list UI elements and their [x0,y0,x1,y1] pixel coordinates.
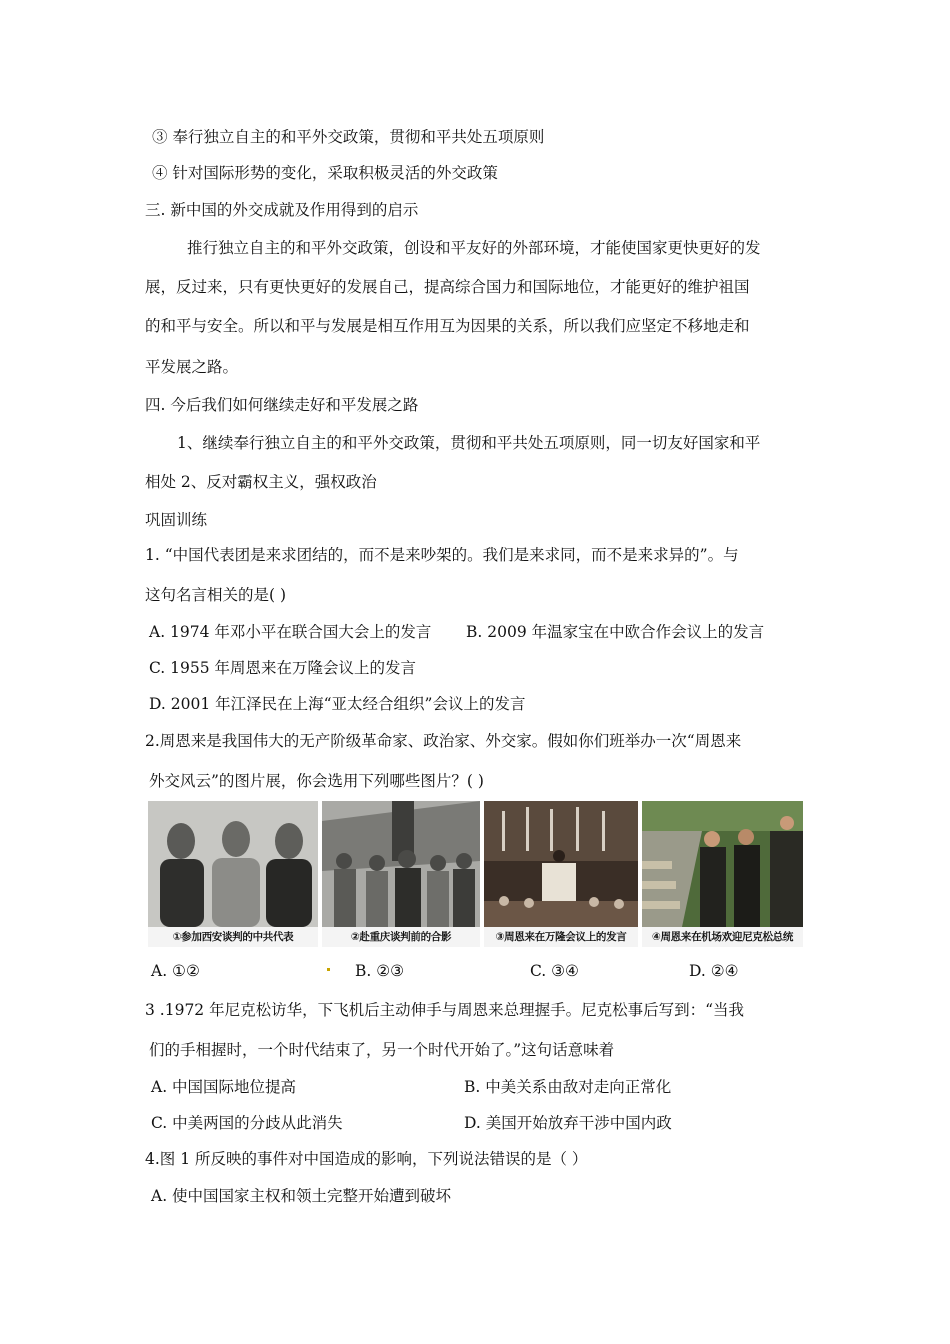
question-3-stem: 3 .1972 年尼克松访华，下飞机后主动伸手与周恩来总理握手。尼克松事后写到：“当我 [145,1001,745,1019]
photo-caption: ③周恩来在万隆会议上的发言 [484,927,638,947]
photo-caption: ①参加西安谈判的中共代表 [148,927,318,947]
list-item-3: ③ 奉行独立自主的和平外交政策，贯彻和平共处五项原则 [152,128,545,146]
photo-bandung-speech-image [484,801,638,927]
paragraph-line: 推行独立自主的和平外交政策，创设和平友好的外部环境，才能使国家更快更好的发 [187,239,761,257]
photo-2 [322,801,480,947]
question-2-option-d: D. ②④ [689,962,739,980]
photo-caption: ④周恩来在机场欢迎尼克松总统 [642,927,803,947]
section-4-heading: 四. 今后我们如何继续走好和平发展之路 [145,396,419,414]
photo-caption: ②赴重庆谈判前的合影 [322,927,480,947]
question-1-option-d: D. 2001 年江泽民在上海“亚太经合组织”会议上的发言 [149,695,526,713]
question-1-option-c: C. 1955 年周恩来在万隆会议上的发言 [149,659,417,677]
photo-strip [148,801,803,947]
photo-xian-delegates-image [148,801,318,927]
paragraph-line: 展，反过来，只有更快更好的发展自己，提高综合国力和国际地位，才能更好的维护祖国 [145,278,750,296]
question-2-stem: 2.周恩来是我国伟大的无产阶级革命家、政治家、外交家。假如你们班举办一次“周恩来 [145,732,742,750]
decorative-dot [327,968,330,971]
question-1-stem: 这句名言相关的是( ) [145,586,287,604]
question-3-option-b: B. 中美关系由敌对走向正常化 [464,1078,672,1096]
question-2-option-c: C. ③④ [530,962,579,980]
question-3-option-d: D. 美国开始放弃干涉中国内政 [464,1114,672,1132]
question-2-option-a: A. ①② [151,962,200,980]
question-1-option-a: A. 1974 年邓小平在联合国大会上的发言 [149,623,432,641]
list-item-4: ④ 针对国际形势的变化，采取积极灵活的外交政策 [152,164,498,182]
photo-nixon-handshake-image [642,801,803,927]
question-1-stem: 1. “中国代表团是来求团结的，而不是来吵架的。我们是来求同，而不是来求异的”。与 [145,546,739,564]
photo-1 [148,801,318,947]
question-2-option-b: B. ②③ [355,962,405,980]
practice-heading: 巩固训练 [145,511,208,529]
photo-chongqing-group-image [322,801,480,927]
photo-4 [642,801,803,947]
question-1-option-b: B. 2009 年温家宝在中欧合作会议上的发言 [466,623,765,641]
paragraph-line: 1、继续奉行独立自主的和平外交政策，贯彻和平共处五项原则，同一切友好国家和平 [177,434,761,452]
question-3-option-c: C. 中美两国的分歧从此消失 [151,1114,343,1132]
paragraph-line: 平发展之路。 [145,358,239,376]
question-4-stem: 4.图 1 所反映的事件对中国造成的影响，下列说法错误的是（ ） [145,1150,588,1168]
paragraph-line: 相处 2、反对霸权主义，强权政治 [145,473,377,491]
question-4-option-a: A. 使中国国家主权和领土完整开始遭到破坏 [151,1187,452,1205]
section-3-heading: 三. 新中国的外交成就及作用得到的启示 [145,201,419,219]
question-2-stem: 外交风云”的图片展，你会选用下列哪些图片？( ) [149,772,484,790]
question-3-stem: 们的手相握时，一个时代结束了，另一个时代开始了。”这句话意味着 [149,1041,615,1059]
paragraph-line: 的和平与安全。所以和平与发展是相互作用互为因果的关系，所以我们应坚定不移地走和 [145,317,750,335]
photo-3 [484,801,638,947]
question-3-option-a: A. 中国国际地位提高 [151,1078,297,1096]
